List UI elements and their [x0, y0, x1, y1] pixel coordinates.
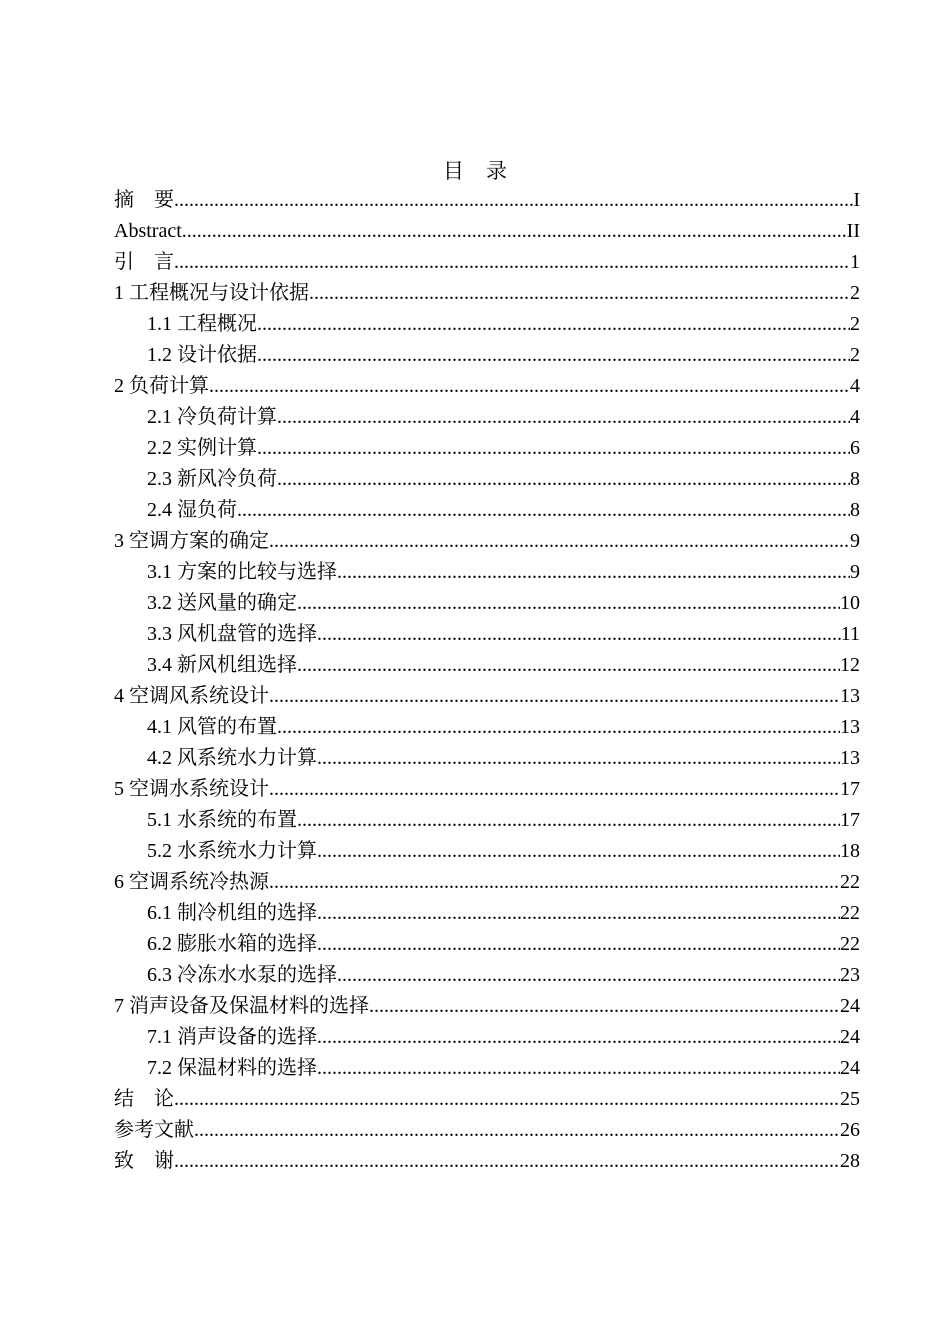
toc-entry[interactable] — [114, 774, 860, 805]
toc-entry[interactable] — [114, 216, 860, 247]
toc-entry-page-number: 25 — [840, 1088, 860, 1110]
toc-dot-leader — [277, 464, 850, 495]
toc-entry[interactable] — [114, 495, 860, 526]
toc-entry-page-number: 23 — [840, 964, 860, 986]
toc-entry[interactable] — [114, 650, 860, 681]
toc-entry-page-number: 8 — [850, 468, 860, 490]
toc-list — [114, 185, 860, 1177]
toc-entry[interactable] — [114, 805, 860, 836]
toc-entry-label: Abstract — [114, 220, 182, 242]
toc-entry-page-number: 22 — [840, 871, 860, 893]
toc-entry-page-number: 11 — [840, 623, 860, 645]
toc-entry-label: 2.2 实例计算 — [147, 437, 257, 459]
toc-entry-page-number: 17 — [840, 809, 860, 831]
toc-dot-leader — [269, 681, 840, 712]
toc-dot-leader — [297, 650, 840, 681]
toc-entry-page-number: 24 — [840, 1026, 860, 1048]
toc-entry-label: 1.1 工程概况 — [147, 313, 257, 335]
toc-entry[interactable] — [114, 1084, 860, 1115]
toc-entry-page-number: 4 — [850, 406, 860, 428]
toc-entry-page-number: 2 — [850, 344, 860, 366]
toc-dot-leader — [269, 867, 840, 898]
toc-entry-label: 2.1 冷负荷计算 — [147, 406, 277, 428]
toc-dot-leader — [277, 402, 850, 433]
toc-entry[interactable] — [114, 960, 860, 991]
toc-dot-leader — [337, 557, 850, 588]
toc-entry-label: 1 工程概况与设计依据 — [114, 282, 309, 304]
toc-dot-leader — [182, 216, 847, 247]
toc-entry-label: 3.1 方案的比较与选择 — [147, 561, 337, 583]
toc-entry-label: 摘 要 — [114, 189, 174, 211]
toc-entry-page-number: 12 — [840, 654, 860, 676]
toc-entry-page-number: II — [846, 220, 860, 242]
toc-entry-label: 4 空调风系统设计 — [114, 685, 269, 707]
toc-entry-label: 6 空调系统冷热源 — [114, 871, 269, 893]
toc-entry[interactable] — [114, 1053, 860, 1084]
toc-entry-label: 5.2 水系统水力计算 — [147, 840, 317, 862]
toc-dot-leader — [269, 774, 840, 805]
toc-entry-page-number: 22 — [840, 902, 860, 924]
toc-entry[interactable] — [114, 929, 860, 960]
toc-entry-label: 6.2 膨胀水箱的选择 — [147, 933, 317, 955]
toc-entry[interactable] — [114, 340, 860, 371]
toc-entry[interactable] — [114, 247, 860, 278]
toc-dot-leader — [174, 1084, 840, 1115]
toc-entry-label: 参考文献 — [114, 1119, 194, 1141]
toc-entry-page-number: 22 — [840, 933, 860, 955]
toc-entry[interactable] — [114, 464, 860, 495]
toc-entry-page-number: 2 — [850, 282, 860, 304]
toc-entry[interactable] — [114, 743, 860, 774]
toc-entry[interactable] — [114, 588, 860, 619]
toc-dot-leader — [174, 247, 850, 278]
toc-entry-label: 5 空调水系统设计 — [114, 778, 269, 800]
toc-entry-page-number: 13 — [840, 685, 860, 707]
toc-dot-leader — [277, 712, 840, 743]
toc-entry[interactable] — [114, 1022, 860, 1053]
toc-dot-leader — [174, 185, 853, 216]
toc-entry[interactable] — [114, 898, 860, 929]
toc-entry[interactable] — [114, 557, 860, 588]
toc-entry-label: 结 论 — [114, 1088, 174, 1110]
toc-entry[interactable] — [114, 836, 860, 867]
toc-title — [0, 156, 950, 186]
toc-entry-page-number: 6 — [850, 437, 860, 459]
toc-entry-label: 3.4 新风机组选择 — [147, 654, 297, 676]
toc-entry-label: 3 空调方案的确定 — [114, 530, 269, 552]
toc-entry[interactable] — [114, 278, 860, 309]
toc-entry[interactable] — [114, 619, 860, 650]
toc-entry-label: 6.3 冷冻水水泵的选择 — [147, 964, 337, 986]
toc-entry-label: 7.1 消声设备的选择 — [147, 1026, 317, 1048]
toc-entry[interactable] — [114, 433, 860, 464]
toc-dot-leader — [174, 1146, 840, 1177]
toc-dot-leader — [317, 929, 840, 960]
toc-title-char-2: 录 — [486, 159, 507, 183]
toc-dot-leader — [317, 836, 840, 867]
toc-entry-label: 3.2 送风量的确定 — [147, 592, 297, 614]
toc-entry-label: 2.3 新风冷负荷 — [147, 468, 277, 490]
toc-entry[interactable] — [114, 309, 860, 340]
toc-entry-page-number: 26 — [840, 1119, 860, 1141]
toc-dot-leader — [269, 526, 850, 557]
toc-entry-page-number: 1 — [850, 251, 860, 273]
toc-entry-page-number: 13 — [840, 716, 860, 738]
toc-title-char-1: 目 — [443, 159, 464, 183]
toc-entry-page-number: 24 — [840, 1057, 860, 1079]
toc-entry-page-number: 10 — [840, 592, 860, 614]
toc-entry[interactable] — [114, 1115, 860, 1146]
toc-dot-leader — [209, 371, 850, 402]
toc-entry[interactable] — [114, 185, 860, 216]
toc-dot-leader — [317, 1022, 840, 1053]
toc-entry-page-number: 17 — [840, 778, 860, 800]
toc-entry[interactable] — [114, 371, 860, 402]
toc-entry-page-number: 2 — [850, 313, 860, 335]
toc-dot-leader — [317, 619, 841, 650]
toc-entry-page-number: 4 — [850, 375, 860, 397]
toc-entry[interactable] — [114, 1146, 860, 1177]
toc-dot-leader — [257, 340, 850, 371]
toc-dot-leader — [317, 1053, 840, 1084]
toc-entry-page-number: 28 — [840, 1150, 860, 1172]
toc-entry-page-number: 18 — [840, 840, 860, 862]
toc-entry-label: 致 谢 — [114, 1150, 174, 1172]
toc-dot-leader — [337, 960, 840, 991]
toc-entry[interactable] — [114, 867, 860, 898]
toc-entry[interactable] — [114, 991, 860, 1022]
toc-entry[interactable] — [114, 526, 860, 557]
toc-entry[interactable] — [114, 402, 860, 433]
toc-entry-page-number: 24 — [840, 995, 860, 1017]
toc-entry-page-number: 9 — [850, 530, 860, 552]
toc-entry-label: 5.1 水系统的布置 — [147, 809, 297, 831]
toc-dot-leader — [194, 1115, 840, 1146]
toc-entry-page-number: 13 — [840, 747, 860, 769]
toc-entry-page-number: 9 — [850, 561, 860, 583]
toc-dot-leader — [309, 278, 850, 309]
toc-entry-label: 4.2 风系统水力计算 — [147, 747, 317, 769]
toc-entry-label: 2 负荷计算 — [114, 375, 209, 397]
toc-entry[interactable] — [114, 681, 860, 712]
toc-dot-leader — [257, 309, 850, 340]
toc-entry-label: 引 言 — [114, 251, 174, 273]
toc-entry-label: 7.2 保温材料的选择 — [147, 1057, 317, 1079]
toc-entry-label: 1.2 设计依据 — [147, 344, 257, 366]
toc-dot-leader — [237, 495, 850, 526]
toc-dot-leader — [317, 743, 840, 774]
toc-entry-page-number: I — [853, 189, 860, 211]
toc-entry[interactable] — [114, 712, 860, 743]
toc-entry-label: 4.1 风管的布置 — [147, 716, 277, 738]
toc-entry-label: 2.4 湿负荷 — [147, 499, 237, 521]
toc-dot-leader — [297, 588, 840, 619]
toc-dot-leader — [257, 433, 850, 464]
toc-dot-leader — [369, 991, 840, 1022]
toc-dot-leader — [297, 805, 840, 836]
toc-entry-page-number: 8 — [850, 499, 860, 521]
toc-dot-leader — [317, 898, 840, 929]
toc-entry-label: 3.3 风机盘管的选择 — [147, 623, 317, 645]
toc-entry-label: 7 消声设备及保温材料的选择 — [114, 995, 369, 1017]
toc-entry-label: 6.1 制冷机组的选择 — [147, 902, 317, 924]
